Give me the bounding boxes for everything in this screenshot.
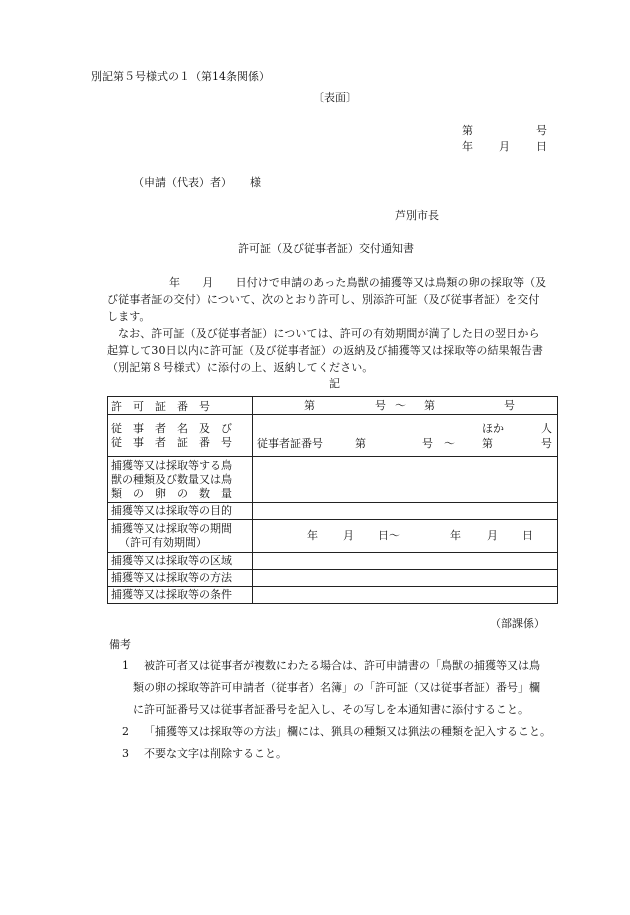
species-label-line-2: 獣の種類及び数量又は鳥 bbox=[111, 472, 232, 486]
purpose-label-cell bbox=[108, 503, 253, 520]
table-row-area bbox=[108, 553, 558, 570]
species-value-cell bbox=[253, 457, 558, 503]
table-row-period bbox=[108, 520, 558, 553]
remark-2-line-1: 「捕獲等又は採取等の方法」欄には、猟具の種類又は猟法の種類を記入すること。 bbox=[144, 725, 551, 738]
species-label-line-3: 類 の 卵 の 数 量 bbox=[111, 486, 232, 500]
remarks-heading: 備考 bbox=[109, 638, 131, 651]
period-label-line-2: （許可有効期間） bbox=[119, 536, 207, 549]
remark-1-number: 1 bbox=[122, 659, 129, 672]
species-label-cell bbox=[108, 457, 253, 503]
table-row-permit-number bbox=[108, 397, 558, 415]
conditions-label-cell bbox=[108, 587, 253, 604]
period-label-line-1: 捕獲等又は採取等の期間 bbox=[111, 522, 232, 535]
worker-cert-number-prefix: 従事者証番号 bbox=[257, 436, 323, 450]
body-paragraph-1-line: 年 月 日付けで申請のあった鳥獣の捕獲等又は鳥類の卵の採取等（及 bbox=[169, 276, 547, 289]
permit-number-label-text: 許 可 証 番 号 bbox=[111, 399, 210, 413]
addressee-label: （申請（代表）者） bbox=[133, 176, 232, 189]
method-label-cell bbox=[108, 570, 253, 587]
workers-label-cell bbox=[108, 415, 253, 457]
body-paragraph-2 bbox=[107, 325, 577, 376]
remark-2-number: 2 bbox=[122, 725, 129, 738]
doc-date-year: 年 bbox=[462, 140, 473, 153]
workers-hoka: ほか bbox=[482, 421, 504, 435]
side-indicator: 〔表面〕 bbox=[313, 91, 357, 104]
body-paragraph-2-line: （別記第８号様式）に添付の上、返納してください。 bbox=[107, 361, 374, 374]
permit-number-dai: 第 bbox=[304, 398, 315, 412]
department-label: （部課係） bbox=[490, 617, 545, 630]
worker-cert-dai-2: 第 bbox=[482, 436, 493, 450]
table-row-species bbox=[108, 457, 558, 503]
period-day-from: 日～ bbox=[378, 529, 400, 542]
form-reference: 別記第５号様式の１（第14条関係） bbox=[91, 70, 270, 83]
remark-1-line-2: 類の卵の採取等許可申請者（従事者）名簿」の「許可証（又は従事者証）番号」欄 bbox=[133, 681, 540, 694]
permit-number-label bbox=[111, 398, 249, 414]
addressee-honorific: 様 bbox=[250, 176, 261, 189]
conditions-label: 捕獲等又は採取等の条件 bbox=[111, 588, 232, 601]
permit-number-go-2: 号 bbox=[504, 398, 515, 412]
period-label-cell bbox=[108, 520, 253, 553]
remark-1-line-1: 被許可者又は従事者が複数にわたる場合は、許可申請書の「鳥獣の捕獲等又は鳥 bbox=[144, 659, 540, 672]
period-year-to: 年 bbox=[450, 529, 461, 542]
purpose-value-cell bbox=[253, 503, 558, 520]
remark-3-line-1: 不要な文字は削除すること。 bbox=[144, 747, 287, 760]
conditions-value-cell bbox=[253, 587, 558, 604]
period-value-cell bbox=[253, 520, 558, 553]
doc-date-day: 日 bbox=[536, 140, 547, 153]
period-year-from: 年 bbox=[307, 529, 318, 542]
permit-number-tilde: ～ bbox=[395, 398, 406, 412]
purpose-label: 捕獲等又は採取等の目的 bbox=[111, 504, 232, 517]
doc-number-dai: 第 bbox=[462, 124, 473, 137]
workers-value-cell bbox=[253, 415, 558, 457]
table-row-method bbox=[108, 570, 558, 587]
body-paragraph-1 bbox=[107, 274, 577, 325]
table-row-workers bbox=[108, 415, 558, 457]
permit-number-dai-2: 第 bbox=[424, 398, 435, 412]
doc-date-month: 月 bbox=[499, 140, 510, 153]
table-row-conditions bbox=[108, 587, 558, 604]
workers-nin: 人 bbox=[541, 421, 552, 435]
body-paragraph-1-line: します。 bbox=[107, 310, 151, 323]
workers-label-line-1: 従 事 者 名 及 び bbox=[111, 421, 232, 435]
remark-1-line-3: に許可証番号又は従事者証番号を記入し、その写しを本通知書に添付すること。 bbox=[133, 703, 529, 716]
doc-number-go: 号 bbox=[536, 124, 547, 137]
table-row-purpose bbox=[108, 503, 558, 520]
period-month-from: 月 bbox=[343, 529, 354, 542]
method-value-cell bbox=[253, 570, 558, 587]
workers-label-line-2: 従 事 者 証 番 号 bbox=[111, 435, 232, 449]
period-month-to: 月 bbox=[487, 529, 498, 542]
body-paragraph-1-line: び従事者証の交付）について、次のとおり許可し、別添許可証（及び従事者証）を交付 bbox=[107, 293, 540, 306]
worker-cert-dai: 第 bbox=[355, 436, 366, 450]
period-day-to: 日 bbox=[522, 529, 533, 542]
body-paragraph-2-line: 起算して30日以内に許可証（及び従事者証）の返納及び捕獲等又は採取等の結果報告書 bbox=[107, 344, 543, 357]
body-paragraph-2-line: なお、許可証（及び従事者証）については、許可の有効期間が満了した日の翌日から bbox=[118, 327, 540, 340]
area-label-cell bbox=[108, 553, 253, 570]
worker-cert-tilde: ～ bbox=[444, 436, 455, 450]
document-title: 許可証（及び従事者証）交付通知書 bbox=[238, 242, 414, 255]
permit-number-value-cell bbox=[253, 397, 558, 415]
issuer: 芦別市長 bbox=[395, 209, 439, 222]
worker-cert-go-2: 号 bbox=[541, 436, 552, 450]
ki-marker: 記 bbox=[329, 377, 340, 390]
method-label: 捕獲等又は採取等の方法 bbox=[111, 571, 232, 584]
area-value-cell bbox=[253, 553, 558, 570]
species-label-line-1: 捕獲等又は採取等する鳥 bbox=[111, 458, 232, 472]
worker-cert-go: 号 bbox=[422, 436, 433, 450]
remark-3-number: 3 bbox=[122, 747, 129, 760]
permit-number-label-cell bbox=[108, 397, 253, 415]
permit-details-table bbox=[107, 396, 558, 604]
area-label: 捕獲等又は採取等の区域 bbox=[111, 554, 232, 567]
permit-number-go: 号 bbox=[375, 398, 386, 412]
